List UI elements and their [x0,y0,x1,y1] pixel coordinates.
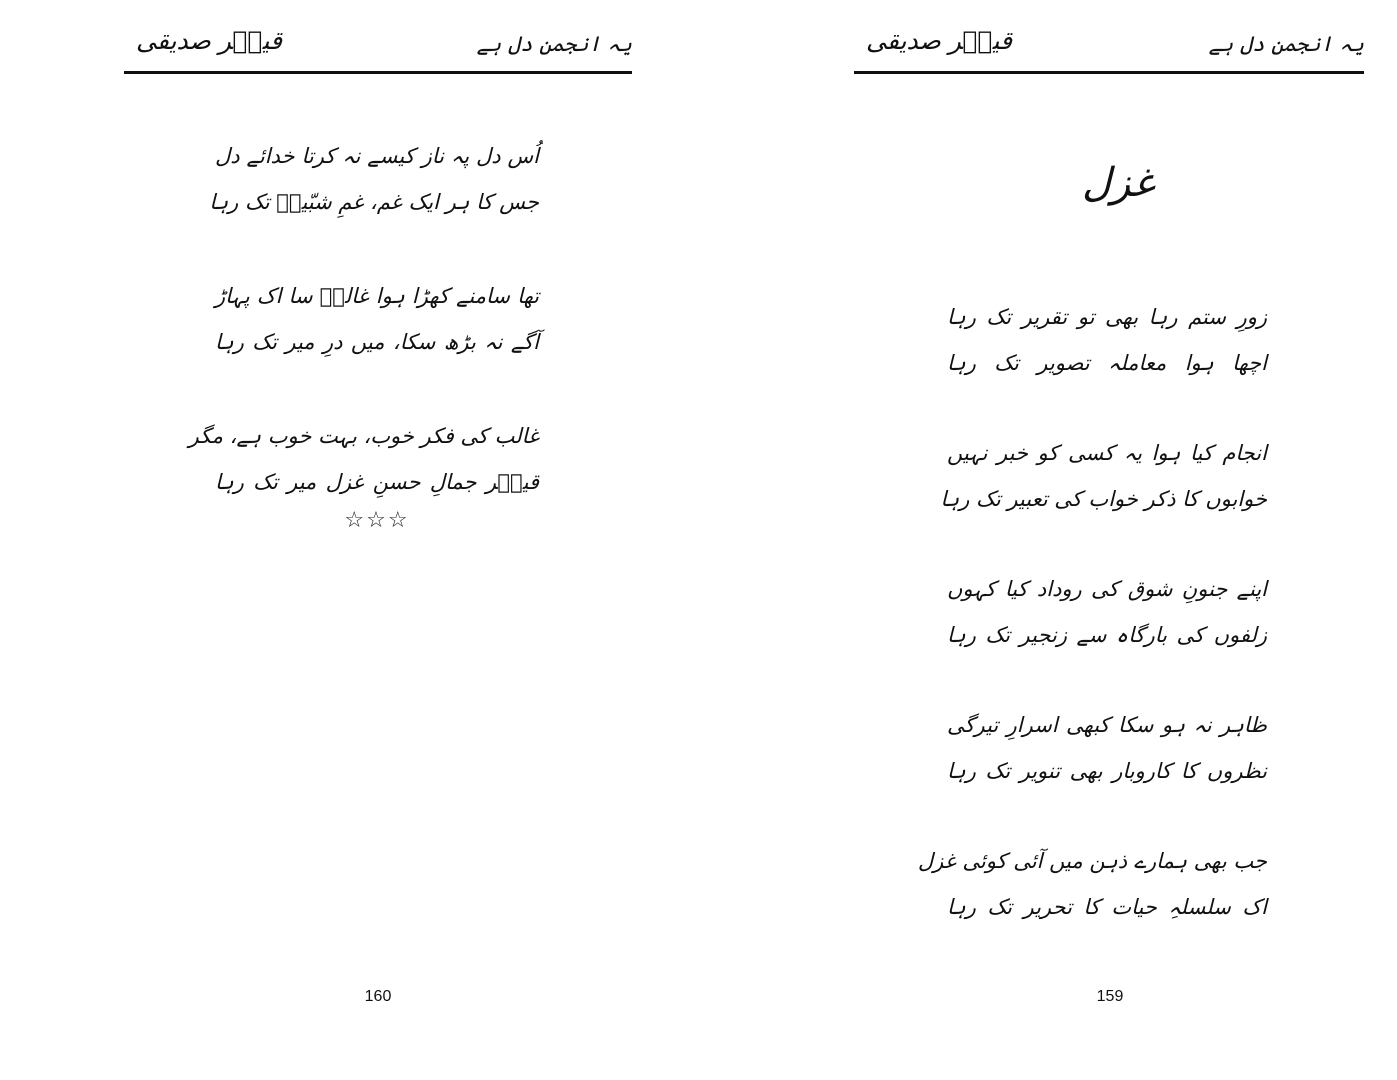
verse-line: قیصؔر جمالِ حسنِ غزل میر تک رہا [215,470,539,494]
verse-line: انجام کیا ہوا یہ کسی کو خبر نہیں [947,441,1267,465]
verse-line: نظروں کا کاروبار بھی تنویر تک رہا [947,759,1267,783]
couplet [917,838,1267,930]
verse-line: تھا سامنے کھڑا ہوا غالبؔ سا اک پہاڑ [215,284,539,308]
header-author-name: قیصؔر صدیقی [866,26,1013,55]
verse-line: آگے نہ بڑھ سکا، میں درِ میر تک رہا [215,330,539,354]
page-160 [0,0,698,1080]
verse-line: اپنے جنونِ شوق کی روداد کیا کہوں [947,577,1267,601]
couplet [947,702,1267,794]
header-book-title: یہ انجمن دل ہے [476,32,632,56]
running-header [124,22,632,74]
poem-body [188,133,539,553]
couplet [209,133,539,225]
couplet [215,273,539,365]
couplet [188,413,539,505]
verse-line: غالب کی فکر خوب، بہت خوب ہے، مگر [188,424,539,448]
verse-line: جس کا ہر ایک غم، غمِ شبّیرؓ تک رہا [209,190,539,214]
verse-line: اچھا ہوا معاملہ تصویر تک رہا [947,351,1267,375]
page-159 [698,0,1397,1080]
page-number: 160 [364,988,392,1005]
verse-line: خوابوں کا ذکر خواب کی تعبیر تک رہا [940,487,1267,511]
verse-line: زورِ ستم رہا بھی تو تقریر تک رہا [947,305,1267,329]
header-rule [124,71,632,74]
couplet [947,566,1267,658]
poem-body [917,294,1267,974]
verse-line: اُس دل پہ ناز کیسے نہ کرتا خدائے دل [215,144,539,168]
couplet [947,294,1267,386]
running-header [854,22,1364,74]
verse-line: اک سلسلہِ حیات کا تحریر تک رہا [947,895,1267,919]
verse-line: زلفوں کی بارگاہ سے زنجیر تک رہا [947,623,1267,647]
couplet [940,430,1267,522]
ghazal-title: غزل [1081,160,1155,206]
page-number: 159 [1096,988,1124,1005]
header-book-title: یہ انجمن دل ہے [1208,32,1364,56]
verse-line: ظاہر نہ ہو سکا کبھی اسرارِ تیرگی [947,713,1267,737]
end-stars-icon: ☆☆☆ [344,508,410,533]
verse-line: جب بھی ہمارے ذہن میں آئی کوئی غزل [917,849,1267,873]
header-author-name: قیصؔر صدیقی [136,26,283,55]
header-rule [854,71,1364,74]
